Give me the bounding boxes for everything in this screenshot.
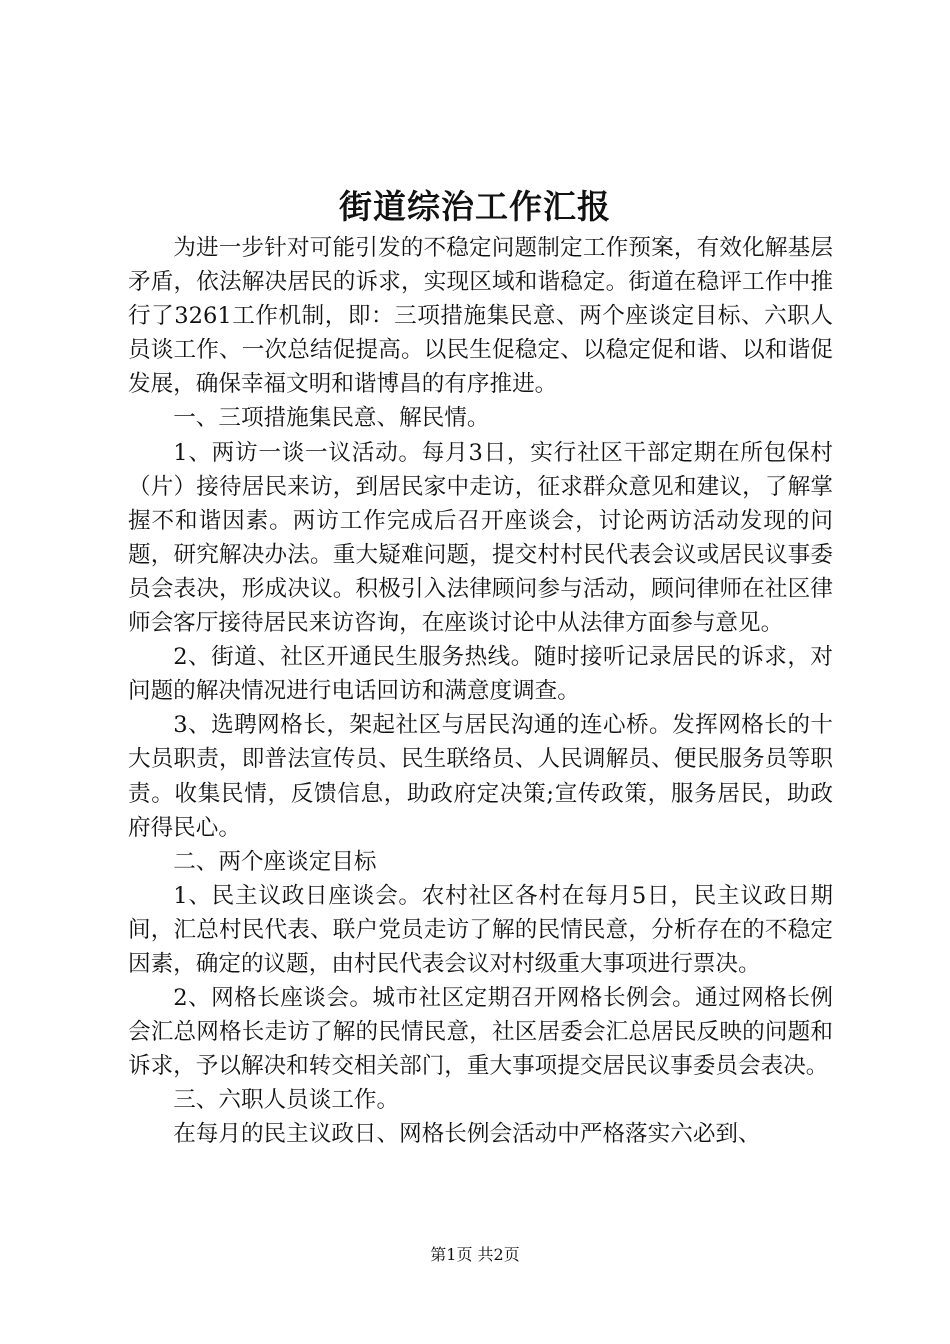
page-footer: 第1页 共2页 <box>430 1245 520 1264</box>
section-heading-1: 一、三项措施集民意、解民情。 <box>173 405 490 432</box>
section-heading-2: 二、两个座谈定目标 <box>173 848 377 875</box>
document-title: 街道综治工作汇报 <box>339 187 611 226</box>
paragraph-1-2: 2、街道、社区开通民生服务热线。随时接听记录居民的诉求，对问题的解决情况进行电话回访和满意度调查。 <box>128 644 833 705</box>
paragraph-1-1: 1、两访一谈一议活动。每月3日，实行社区干部定期在所包保村（片）接待居民来访，到居民家中走访，征求群众意见和建议，了解掌握不和谐因素。两访工作完成后召开座谈会，讨论两访活动发现的问题，研究解决办法。重大疑难问题，提交村村民代表会议或居民议事委员会表决，形成决议。积极引入法律顾问参与活动，顾问律师在社区律师会客厅接待居民来访咨询，在座谈讨论中从法律方面参与意见。 <box>128 439 833 637</box>
paragraph-2-2: 2、网格长座谈会。城市社区定期召开网格长例会。通过网格长例会汇总网格长走访了解的民情民意，社区居委会汇总居民反映的问题和诉求，予以解决和转交相关部门，重大事项提交居民议事委员会表决。 <box>128 985 833 1080</box>
paragraph-intro: 为进一步针对可能引发的不稳定问题制定工作预案，有效化解基层矛盾，依法解决居民的诉求，实现区域和谐稳定。街道在稳评工作中推行了3261工作机制，即：三项措施集民意、两个座谈定目标、六职人员谈工作、一次总结促提高。以民生促稳定、以稳定促和谐、以和谐促发展，确保幸福文明和谐博昌的有序推进。 <box>128 235 833 398</box>
document-body <box>128 231 833 1152</box>
paragraph-1-3: 3、选聘网格长，架起社区与居民沟通的连心桥。发挥网格长的十大员职责，即普法宣传员、民生联络员、人民调解员、便民服务员等职责。收集民情，反馈信息，助政府定决策;宣传政策，服务居民，助政府得民心。 <box>128 712 833 841</box>
section-heading-3: 三、六职人员谈工作。 <box>173 1087 400 1114</box>
paragraph-3-1: 在每月的民主议政日、网格长例会活动中严格落实六必到、 <box>173 1121 761 1148</box>
paragraph-2-1: 1、民主议政日座谈会。农村社区各村在每月5日，民主议政日期间，汇总村民代表、联户党员走访了解的民情民意，分析存在的不稳定因素，确定的议题，由村民代表会议对村级重大事项进行票决。 <box>128 882 833 977</box>
